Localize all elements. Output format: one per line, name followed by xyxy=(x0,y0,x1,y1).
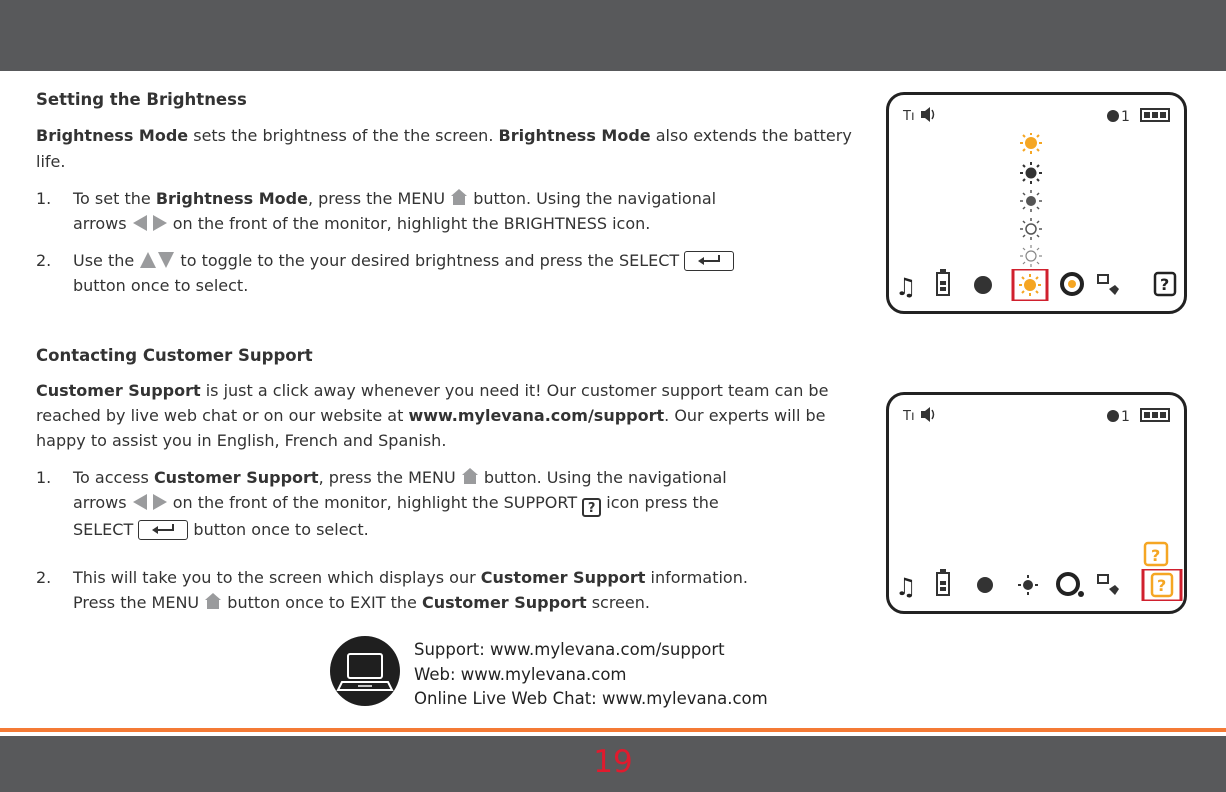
plug-icon xyxy=(1098,575,1119,595)
baby-unit-icon xyxy=(1107,410,1119,422)
help-icon xyxy=(1152,574,1172,596)
support-intro xyxy=(36,378,876,453)
target-icon xyxy=(1062,274,1082,294)
brightness-intro xyxy=(36,123,876,175)
select-button-icon xyxy=(138,520,188,540)
sun-icon xyxy=(1020,190,1042,212)
battery-icon xyxy=(937,569,949,595)
footer-rule xyxy=(0,728,1226,732)
home-icon xyxy=(204,592,222,610)
enter-icon xyxy=(151,523,175,535)
battery-count: 1 xyxy=(1121,109,1130,125)
support-heading: Contacting Customer Support xyxy=(36,346,313,365)
target-icon xyxy=(1058,574,1084,597)
help-icon xyxy=(1155,273,1175,295)
enter-icon xyxy=(697,254,721,266)
speaker-icon xyxy=(921,407,934,422)
select-button-icon xyxy=(684,251,734,271)
music-note-icon xyxy=(895,573,917,601)
speaker-icon xyxy=(921,107,934,122)
page-number: 19 xyxy=(593,744,633,780)
home-icon xyxy=(450,188,468,206)
brightness-mode-term: Brightness Mode xyxy=(498,126,651,145)
brightness-levels xyxy=(1015,133,1055,283)
baby-unit-icon xyxy=(1107,110,1119,122)
step-text: To access Customer Support, press the MENU button. Using the navigational arrows on the front of the monitor, highlight the SUPPORT ? icon press the SELECT button once to select. xyxy=(73,468,727,539)
step-text: This will take you to the screen which displays our Customer Support information. Press the MENU button once to EXIT the Customer Support screen. xyxy=(73,568,748,612)
step-number: 1. xyxy=(36,189,52,208)
status-bar xyxy=(901,405,1172,425)
menu-icon-row xyxy=(893,269,1184,301)
step-number: 1. xyxy=(36,468,52,487)
sun-icon xyxy=(1020,133,1042,154)
battery-icon xyxy=(1141,409,1169,421)
svg-text:?: ? xyxy=(1160,275,1170,294)
monitor-screen-support xyxy=(886,392,1187,614)
sun-icon xyxy=(1018,575,1038,595)
top-bar xyxy=(0,0,1226,71)
temperature-icon xyxy=(974,276,992,294)
customer-support-term: Customer Support xyxy=(36,381,201,400)
step-text: To set the Brightness Mode, press the MENU button. Using the navigational arrows on the front of the monitor, highlight the BRIGHTNESS icon. xyxy=(73,189,717,233)
signal-icon xyxy=(902,409,915,424)
step-number: 2. xyxy=(36,568,52,587)
sun-icon xyxy=(1020,218,1042,240)
brightness-intro-text: sets the brightness of the the screen. xyxy=(188,126,499,145)
help-icon: ? xyxy=(582,498,601,517)
support-link[interactable]: www.mylevana.com/support xyxy=(408,406,665,425)
svg-text:Tı: Tı xyxy=(903,109,915,124)
signal-icon xyxy=(902,109,915,124)
laptop-icon xyxy=(330,636,400,706)
brightness-intro-text: also extends the battery life. xyxy=(36,126,852,171)
battery-icon xyxy=(1141,109,1169,121)
left-right-arrows-icon xyxy=(132,214,168,232)
contact-block xyxy=(330,636,890,712)
brightness-mode-term: Brightness Mode xyxy=(36,126,189,145)
support-intro-text: is just a click away whenever you need it! Our customer support team can be reached by live web chat or on our website at xyxy=(36,381,829,425)
svg-text:Tı: Tı xyxy=(903,409,915,424)
monitor-screen-brightness xyxy=(886,92,1187,314)
left-right-arrows-icon xyxy=(132,493,168,511)
svg-text:♫: ♫ xyxy=(895,573,917,601)
step-text: Use the to toggle to the your desired brightness and press the SELECT button once to select. xyxy=(73,248,863,298)
up-down-arrows-icon xyxy=(139,251,175,269)
svg-text:?: ? xyxy=(1157,576,1167,595)
menu-icon-row xyxy=(893,569,1184,601)
brightness-heading: Setting the Brightness xyxy=(36,90,247,109)
battery-count: 1 xyxy=(1121,409,1130,425)
help-icon-selected xyxy=(1143,541,1169,567)
web-url-line[interactable]: Web: www.mylevana.com xyxy=(414,665,627,684)
sun-icon xyxy=(1019,274,1041,296)
temperature-icon xyxy=(977,577,993,593)
battery-icon xyxy=(937,269,949,295)
svg-text:?: ? xyxy=(1151,546,1161,565)
plug-icon xyxy=(1098,275,1119,295)
status-bar xyxy=(901,105,1172,125)
sun-icon xyxy=(1020,245,1042,267)
home-icon xyxy=(461,467,479,485)
svg-text:♫: ♫ xyxy=(895,273,917,301)
support-url-line[interactable]: Support: www.mylevana.com/support xyxy=(414,640,725,659)
music-note-icon xyxy=(895,273,917,301)
sun-icon xyxy=(1020,162,1042,184)
step-number: 2. xyxy=(36,251,52,270)
chat-url-line[interactable]: Online Live Web Chat: www.mylevana.com xyxy=(414,689,768,708)
support-intro-text: . Our experts will be happy to assist you in English, French and Spanish. xyxy=(36,406,826,450)
